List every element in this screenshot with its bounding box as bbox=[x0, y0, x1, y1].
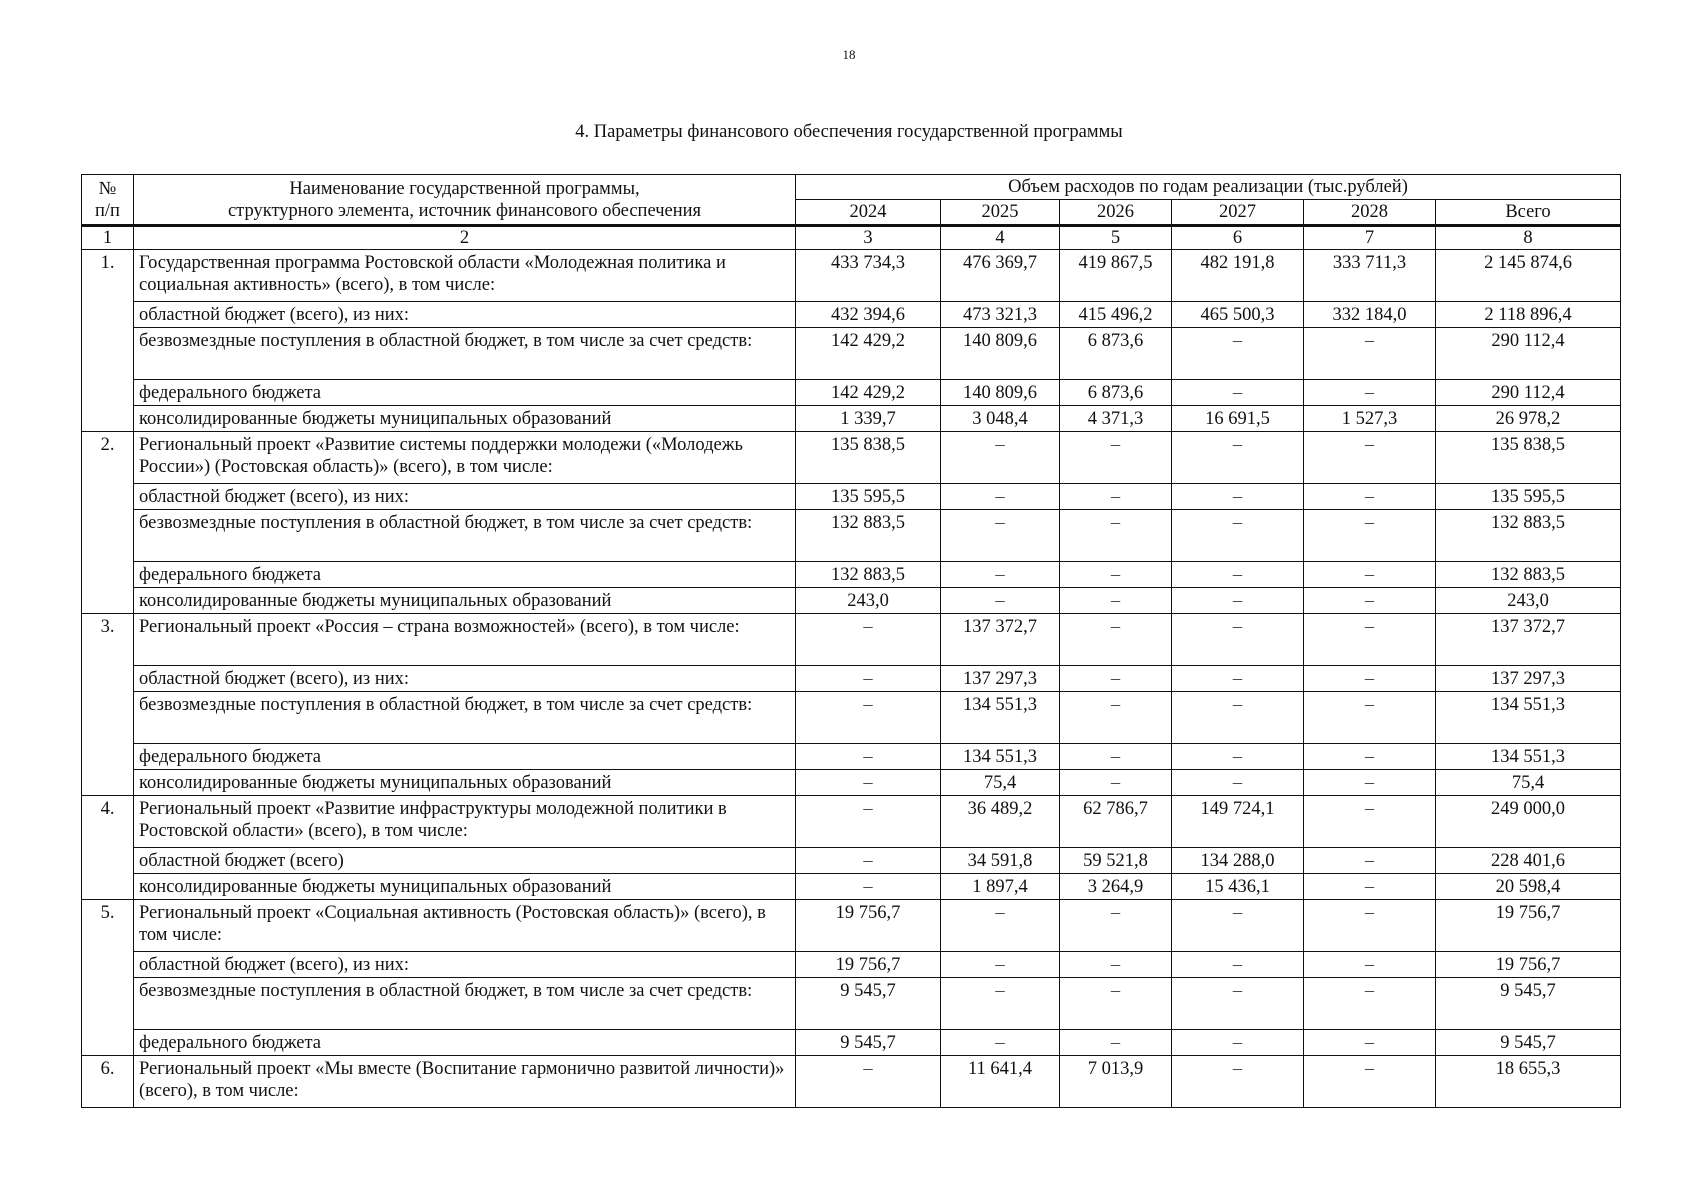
header-total: Всего bbox=[1436, 200, 1621, 226]
cell-value: 9 545,7 bbox=[796, 1030, 941, 1056]
cell-value: 243,0 bbox=[796, 588, 941, 614]
table-row bbox=[82, 770, 1621, 796]
cell-value: – bbox=[1304, 484, 1436, 510]
cell-value: 1 527,3 bbox=[1304, 406, 1436, 432]
cell-value: – bbox=[1304, 510, 1436, 562]
cell-total: 249 000,0 bbox=[1436, 796, 1621, 848]
header-name-line2: структурного элемента, источник финансового обеспечения bbox=[227, 200, 702, 221]
header-year: 2024 bbox=[796, 200, 941, 226]
table-body bbox=[82, 250, 1621, 1108]
cell-value: – bbox=[1060, 900, 1172, 952]
cell-value: 473 321,3 bbox=[941, 302, 1060, 328]
cell-value: 333 711,3 bbox=[1304, 250, 1436, 302]
cell-value: – bbox=[1172, 588, 1304, 614]
cell-value: – bbox=[941, 484, 1060, 510]
cell-total: 135 838,5 bbox=[1436, 432, 1621, 484]
cell-value: – bbox=[941, 432, 1060, 484]
cell-value: – bbox=[1172, 770, 1304, 796]
cell-value: – bbox=[1172, 978, 1304, 1030]
row-name: Региональный проект «Мы вместе (Воспитание гармонично развитой личности)» (всего), в том числе: bbox=[134, 1056, 796, 1108]
header-year: 2028 bbox=[1304, 200, 1436, 226]
cell-total: 134 551,3 bbox=[1436, 692, 1621, 744]
cell-value: 140 809,6 bbox=[941, 328, 1060, 380]
table-row bbox=[82, 744, 1621, 770]
row-name: безвозмездные поступления в областной бюджет, в том числе за счет средств: bbox=[134, 978, 796, 1030]
table-row bbox=[82, 848, 1621, 874]
cell-total: 132 883,5 bbox=[1436, 510, 1621, 562]
cell-value: – bbox=[1060, 666, 1172, 692]
cell-total: 75,4 bbox=[1436, 770, 1621, 796]
cell-value: – bbox=[1304, 614, 1436, 666]
table-row bbox=[82, 562, 1621, 588]
cell-value: 62 786,7 bbox=[1060, 796, 1172, 848]
header-index-line2: п/п bbox=[95, 200, 120, 221]
cell-value: 132 883,5 bbox=[796, 562, 941, 588]
cell-value: 6 873,6 bbox=[1060, 328, 1172, 380]
cell-total: 137 297,3 bbox=[1436, 666, 1621, 692]
cell-value: – bbox=[1060, 744, 1172, 770]
cell-value: – bbox=[1304, 432, 1436, 484]
column-number: 3 bbox=[796, 226, 941, 250]
cell-value: 137 297,3 bbox=[941, 666, 1060, 692]
cell-value: – bbox=[1172, 484, 1304, 510]
cell-value: 3 048,4 bbox=[941, 406, 1060, 432]
cell-value: – bbox=[1304, 744, 1436, 770]
cell-value: – bbox=[1060, 770, 1172, 796]
cell-value: – bbox=[1172, 900, 1304, 952]
cell-value: 19 756,7 bbox=[796, 952, 941, 978]
cell-value: 3 264,9 bbox=[1060, 874, 1172, 900]
cell-value: – bbox=[1172, 510, 1304, 562]
cell-value: 34 591,8 bbox=[941, 848, 1060, 874]
row-index: 6. bbox=[82, 1056, 134, 1108]
row-name: консолидированные бюджеты муниципальных образований bbox=[134, 406, 796, 432]
table-row bbox=[82, 328, 1621, 380]
cell-value: – bbox=[1304, 796, 1436, 848]
cell-value: – bbox=[1304, 874, 1436, 900]
cell-value: – bbox=[1172, 744, 1304, 770]
cell-value: – bbox=[1304, 692, 1436, 744]
cell-value: – bbox=[1304, 1056, 1436, 1108]
cell-value: – bbox=[796, 848, 941, 874]
cell-value: 149 724,1 bbox=[1172, 796, 1304, 848]
header-group: Объем расходов по годам реализации (тыс.рублей) bbox=[796, 175, 1621, 200]
column-number: 4 bbox=[941, 226, 1060, 250]
column-number: 7 bbox=[1304, 226, 1436, 250]
table-row bbox=[82, 666, 1621, 692]
row-name: федерального бюджета bbox=[134, 1030, 796, 1056]
cell-value: – bbox=[1304, 380, 1436, 406]
cell-total: 137 372,7 bbox=[1436, 614, 1621, 666]
cell-value: 142 429,2 bbox=[796, 328, 941, 380]
cell-value: 482 191,8 bbox=[1172, 250, 1304, 302]
cell-value: – bbox=[796, 874, 941, 900]
cell-value: – bbox=[1172, 562, 1304, 588]
table-row bbox=[82, 406, 1621, 432]
cell-value: – bbox=[941, 510, 1060, 562]
row-name: областной бюджет (всего), из них: bbox=[134, 484, 796, 510]
row-name: областной бюджет (всего) bbox=[134, 848, 796, 874]
column-number: 2 bbox=[134, 226, 796, 250]
cell-value: 4 371,3 bbox=[1060, 406, 1172, 432]
cell-value: – bbox=[1060, 432, 1172, 484]
header-name bbox=[134, 175, 796, 226]
cell-value: – bbox=[941, 952, 1060, 978]
cell-total: 18 655,3 bbox=[1436, 1056, 1621, 1108]
cell-value: 433 734,3 bbox=[796, 250, 941, 302]
header-index-line1: № bbox=[98, 178, 117, 199]
cell-value: – bbox=[796, 770, 941, 796]
cell-total: 2 118 896,4 bbox=[1436, 302, 1621, 328]
cell-value: – bbox=[796, 796, 941, 848]
table-row-section bbox=[82, 432, 1621, 484]
row-name: федерального бюджета bbox=[134, 744, 796, 770]
cell-value: – bbox=[1060, 562, 1172, 588]
cell-value: 9 545,7 bbox=[796, 978, 941, 1030]
cell-value: 1 897,4 bbox=[941, 874, 1060, 900]
cell-total: 19 756,7 bbox=[1436, 900, 1621, 952]
cell-value: 142 429,2 bbox=[796, 380, 941, 406]
cell-value: – bbox=[1060, 692, 1172, 744]
cell-value: – bbox=[941, 900, 1060, 952]
cell-value: 419 867,5 bbox=[1060, 250, 1172, 302]
cell-value: – bbox=[1304, 770, 1436, 796]
table-row bbox=[82, 692, 1621, 744]
table-row-section bbox=[82, 1056, 1621, 1108]
cell-value: 135 838,5 bbox=[796, 432, 941, 484]
row-name: консолидированные бюджеты муниципальных образований bbox=[134, 770, 796, 796]
cell-total: 19 756,7 bbox=[1436, 952, 1621, 978]
row-name: Региональный проект «Социальная активность (Ростовская область)» (всего), в том числе: bbox=[134, 900, 796, 952]
cell-value: 59 521,8 bbox=[1060, 848, 1172, 874]
cell-value: 36 489,2 bbox=[941, 796, 1060, 848]
cell-value: 1 339,7 bbox=[796, 406, 941, 432]
cell-value: – bbox=[1172, 328, 1304, 380]
cell-value: – bbox=[1172, 1030, 1304, 1056]
cell-value: – bbox=[1060, 484, 1172, 510]
table-row bbox=[82, 874, 1621, 900]
header-name-line1: Наименование государственной программы, bbox=[289, 178, 640, 199]
cell-value: 132 883,5 bbox=[796, 510, 941, 562]
row-index: 2. bbox=[82, 432, 134, 614]
cell-value: – bbox=[941, 588, 1060, 614]
cell-value: – bbox=[1172, 432, 1304, 484]
cell-value: 332 184,0 bbox=[1304, 302, 1436, 328]
row-name: областной бюджет (всего), из них: bbox=[134, 666, 796, 692]
cell-value: 137 372,7 bbox=[941, 614, 1060, 666]
cell-value: – bbox=[796, 1056, 941, 1108]
row-name: областной бюджет (всего), из них: bbox=[134, 302, 796, 328]
cell-total: 228 401,6 bbox=[1436, 848, 1621, 874]
cell-value: – bbox=[1060, 614, 1172, 666]
cell-value: – bbox=[796, 666, 941, 692]
table-row-section bbox=[82, 796, 1621, 848]
table-row bbox=[82, 1030, 1621, 1056]
cell-value: – bbox=[941, 1030, 1060, 1056]
row-index: 3. bbox=[82, 614, 134, 796]
header-year: 2026 bbox=[1060, 200, 1172, 226]
cell-value: – bbox=[796, 614, 941, 666]
column-number: 5 bbox=[1060, 226, 1172, 250]
cell-value: 476 369,7 bbox=[941, 250, 1060, 302]
row-name: Государственная программа Ростовской области «Молодежная политика и социальная активность» (всего), в том числе: bbox=[134, 250, 796, 302]
cell-value: 75,4 bbox=[941, 770, 1060, 796]
row-index: 4. bbox=[82, 796, 134, 900]
cell-value: – bbox=[1060, 1030, 1172, 1056]
cell-value: – bbox=[1304, 1030, 1436, 1056]
row-name: областной бюджет (всего), из них: bbox=[134, 952, 796, 978]
table-row bbox=[82, 302, 1621, 328]
cell-total: 20 598,4 bbox=[1436, 874, 1621, 900]
row-name: безвозмездные поступления в областной бюджет, в том числе за счет средств: bbox=[134, 510, 796, 562]
cell-total: 26 978,2 bbox=[1436, 406, 1621, 432]
header-year: 2027 bbox=[1172, 200, 1304, 226]
table-row bbox=[82, 952, 1621, 978]
row-name: Региональный проект «Развитие системы поддержки молодежи («Молодежь России») (Ростовская область)» (всего), в том числе: bbox=[134, 432, 796, 484]
cell-value: – bbox=[1304, 848, 1436, 874]
cell-value: 432 394,6 bbox=[796, 302, 941, 328]
cell-value: – bbox=[1304, 952, 1436, 978]
cell-value: 140 809,6 bbox=[941, 380, 1060, 406]
row-index: 5. bbox=[82, 900, 134, 1056]
cell-value: – bbox=[1172, 666, 1304, 692]
cell-total: 243,0 bbox=[1436, 588, 1621, 614]
cell-total: 135 595,5 bbox=[1436, 484, 1621, 510]
cell-value: 465 500,3 bbox=[1172, 302, 1304, 328]
cell-value: 11 641,4 bbox=[941, 1056, 1060, 1108]
row-index: 1. bbox=[82, 250, 134, 432]
page-number: 18 bbox=[842, 47, 856, 62]
financing-table bbox=[81, 174, 1621, 1108]
row-name: Региональный проект «Развитие инфраструктуры молодежной политики в Ростовской области» (всего), в том числе: bbox=[134, 796, 796, 848]
cell-value: – bbox=[1304, 978, 1436, 1030]
cell-value: – bbox=[941, 562, 1060, 588]
row-name: консолидированные бюджеты муниципальных образований bbox=[134, 874, 796, 900]
row-name: федерального бюджета bbox=[134, 380, 796, 406]
row-name: безвозмездные поступления в областной бюджет, в том числе за счет средств: bbox=[134, 328, 796, 380]
cell-total: 134 551,3 bbox=[1436, 744, 1621, 770]
cell-value: – bbox=[1060, 952, 1172, 978]
cell-total: 2 145 874,6 bbox=[1436, 250, 1621, 302]
cell-total: 9 545,7 bbox=[1436, 1030, 1621, 1056]
table-row bbox=[82, 510, 1621, 562]
table-row bbox=[82, 588, 1621, 614]
cell-value: 134 288,0 bbox=[1172, 848, 1304, 874]
cell-value: – bbox=[1304, 666, 1436, 692]
cell-value: – bbox=[1304, 328, 1436, 380]
cell-value: – bbox=[1172, 1056, 1304, 1108]
table-row bbox=[82, 380, 1621, 406]
cell-value: – bbox=[1172, 380, 1304, 406]
cell-value: – bbox=[1060, 510, 1172, 562]
cell-total: 132 883,5 bbox=[1436, 562, 1621, 588]
cell-value: 415 496,2 bbox=[1060, 302, 1172, 328]
cell-value: 6 873,6 bbox=[1060, 380, 1172, 406]
row-name: безвозмездные поступления в областной бюджет, в том числе за счет средств: bbox=[134, 692, 796, 744]
table-row-section bbox=[82, 614, 1621, 666]
cell-value: – bbox=[1172, 692, 1304, 744]
cell-value: 15 436,1 bbox=[1172, 874, 1304, 900]
cell-value: – bbox=[941, 978, 1060, 1030]
cell-value: – bbox=[1304, 562, 1436, 588]
row-name: Региональный проект «Россия – страна возможностей» (всего), в том числе: bbox=[134, 614, 796, 666]
table-row bbox=[82, 978, 1621, 1030]
cell-value: – bbox=[1304, 588, 1436, 614]
cell-value: – bbox=[1172, 952, 1304, 978]
cell-value: 7 013,9 bbox=[1060, 1056, 1172, 1108]
cell-value: – bbox=[1060, 978, 1172, 1030]
cell-total: 290 112,4 bbox=[1436, 328, 1621, 380]
table-row-section bbox=[82, 900, 1621, 952]
cell-value: 134 551,3 bbox=[941, 692, 1060, 744]
row-name: федерального бюджета bbox=[134, 562, 796, 588]
column-number: 6 bbox=[1172, 226, 1304, 250]
cell-value: 16 691,5 bbox=[1172, 406, 1304, 432]
row-name: консолидированные бюджеты муниципальных образований bbox=[134, 588, 796, 614]
cell-total: 290 112,4 bbox=[1436, 380, 1621, 406]
cell-value: – bbox=[1172, 614, 1304, 666]
cell-value: – bbox=[1060, 588, 1172, 614]
cell-value: – bbox=[1304, 900, 1436, 952]
page-title: 4. Параметры финансового обеспечения государственной программы bbox=[575, 122, 1123, 142]
cell-value: 135 595,5 bbox=[796, 484, 941, 510]
cell-value: – bbox=[796, 692, 941, 744]
cell-value: 19 756,7 bbox=[796, 900, 941, 952]
table-row bbox=[82, 484, 1621, 510]
header-year: 2025 bbox=[941, 200, 1060, 226]
column-number: 8 bbox=[1436, 226, 1621, 250]
table-row-section bbox=[82, 250, 1621, 302]
cell-total: 9 545,7 bbox=[1436, 978, 1621, 1030]
cell-value: – bbox=[796, 744, 941, 770]
header-index bbox=[82, 175, 134, 226]
table-header bbox=[82, 175, 1621, 250]
column-number: 1 bbox=[82, 226, 134, 250]
cell-value: 134 551,3 bbox=[941, 744, 1060, 770]
